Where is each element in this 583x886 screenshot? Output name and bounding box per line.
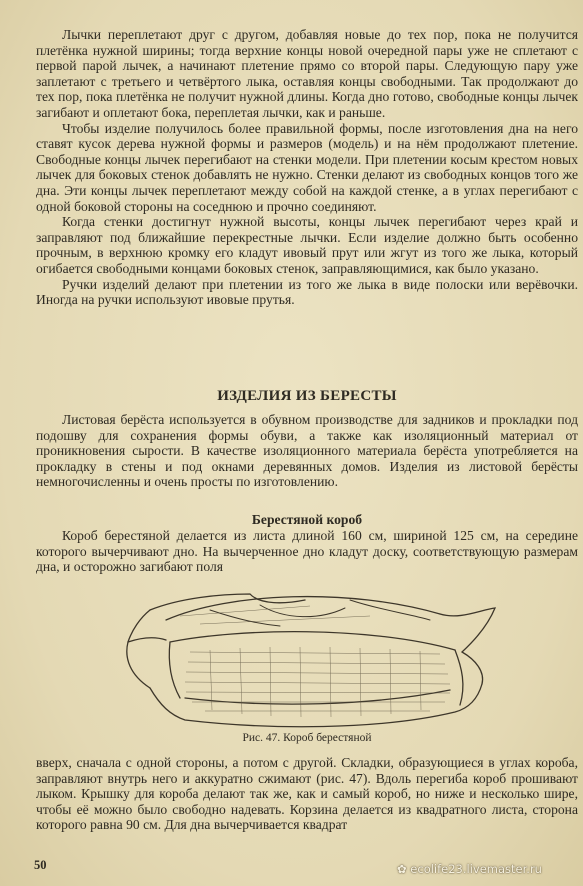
paragraph: Когда стенки достигнут нужной высоты, концы лычек перегибают через край и заправляют под ближайшие перекрестные лычки. Если изделие должно быть особенно прочным, в верхнюю кромку его кладут ивовый прут или жгут из того же лыка, который огибается свободными концами боковых стенок, заправляющимися, как было указано.	[36, 214, 578, 276]
watermark-text: ecolife23.livemaster.ru	[410, 862, 542, 876]
birch-box-illustration	[110, 580, 505, 730]
paragraph: вверх, сначала с одной стороны, а потом с другой. Складки, образующиеся в углах короба, заправляют внутрь него и аккуратно сжимают (рис. 47). Вдоль перегиба короб прошивают лыком. Крышку для короба делают так же, как и самый короб, но ниже и несколько шире, чтобы её можно было свободно надевать. Корзина делается из квадратного листа, сторона которого равна 90 см. Для дна вычерчивается квадрат	[36, 755, 578, 833]
paragraph: Лычки переплетают друг с другом, добавляя новые до тех пор, пока не получится плетёнка нужной ширины; тогда верхние концы новой очередной пары уже не сплетают с первой парой лычек, а начинают плетение прямо со второй пары. Следующую пару уже заплетают с третьего и четвёртого лыка, оставляя концы свободными. Так продолжают до тех пор, пока плетёнка не получит нужной длины. Когда дно готово, свободные концы лычек загибают и оплетают бока, переплетая лычки, как и раньше.	[36, 27, 578, 120]
paragraph: Короб берестяной делается из листа длиной 160 см, шириной 125 см, на середине которого вычерчивают дно. На вычерченное дно кладут доску, соответствующую размерам дна, и осторожно загибают поля	[36, 528, 578, 575]
text-block-sub	[36, 528, 578, 575]
page-number: 50	[34, 858, 47, 872]
paragraph: Чтобы изделие получилось более правильной формы, после изготовления дна на него ставят кусок дерева нужной формы и размеров (модель) и на нём продолжают плетение. Свободные концы лычек перегибают на стенки модели. При плетении косым крестом новых лычек для боковых стенок добавлять не нужно. Стенки делают из свободных концов того же дна. Эти концы лычек переплетают между собой на каждой стенке, а в углах перегибают с одной боковой стороны на соседнюю и прочно соединяют.	[36, 120, 578, 214]
paragraph: Листовая берёста используется в обувном производстве для задников и прокладки под подошву для сохранения формы обуви, а также как изоляционный материал от проникновения сырости. В качестве изоляционного материала берёста употребляется на прокладку в стены и под окнами деревянных домов. Изделия из листовой берёсты немногочисленны и очень просты по изготовлению.	[36, 412, 578, 490]
figure-caption: Рис. 47. Короб берестяной	[242, 732, 372, 744]
section-title: ИЗДЕЛИЯ ИЗ БЕРЕСТЫ	[217, 388, 397, 404]
text-block-bottom	[36, 755, 578, 833]
subsection-title: Берестяной короб	[251, 512, 363, 527]
paragraph: Ручки изделий делают при плетении из того же лыка в виде полоски или верёвочки. Иногда на ручки используют ивовые прутья.	[36, 276, 578, 308]
watermark: ✿ ecolife23.livemaster.ru	[397, 862, 542, 876]
text-block-mid	[36, 412, 578, 490]
text-block-top	[36, 27, 578, 308]
